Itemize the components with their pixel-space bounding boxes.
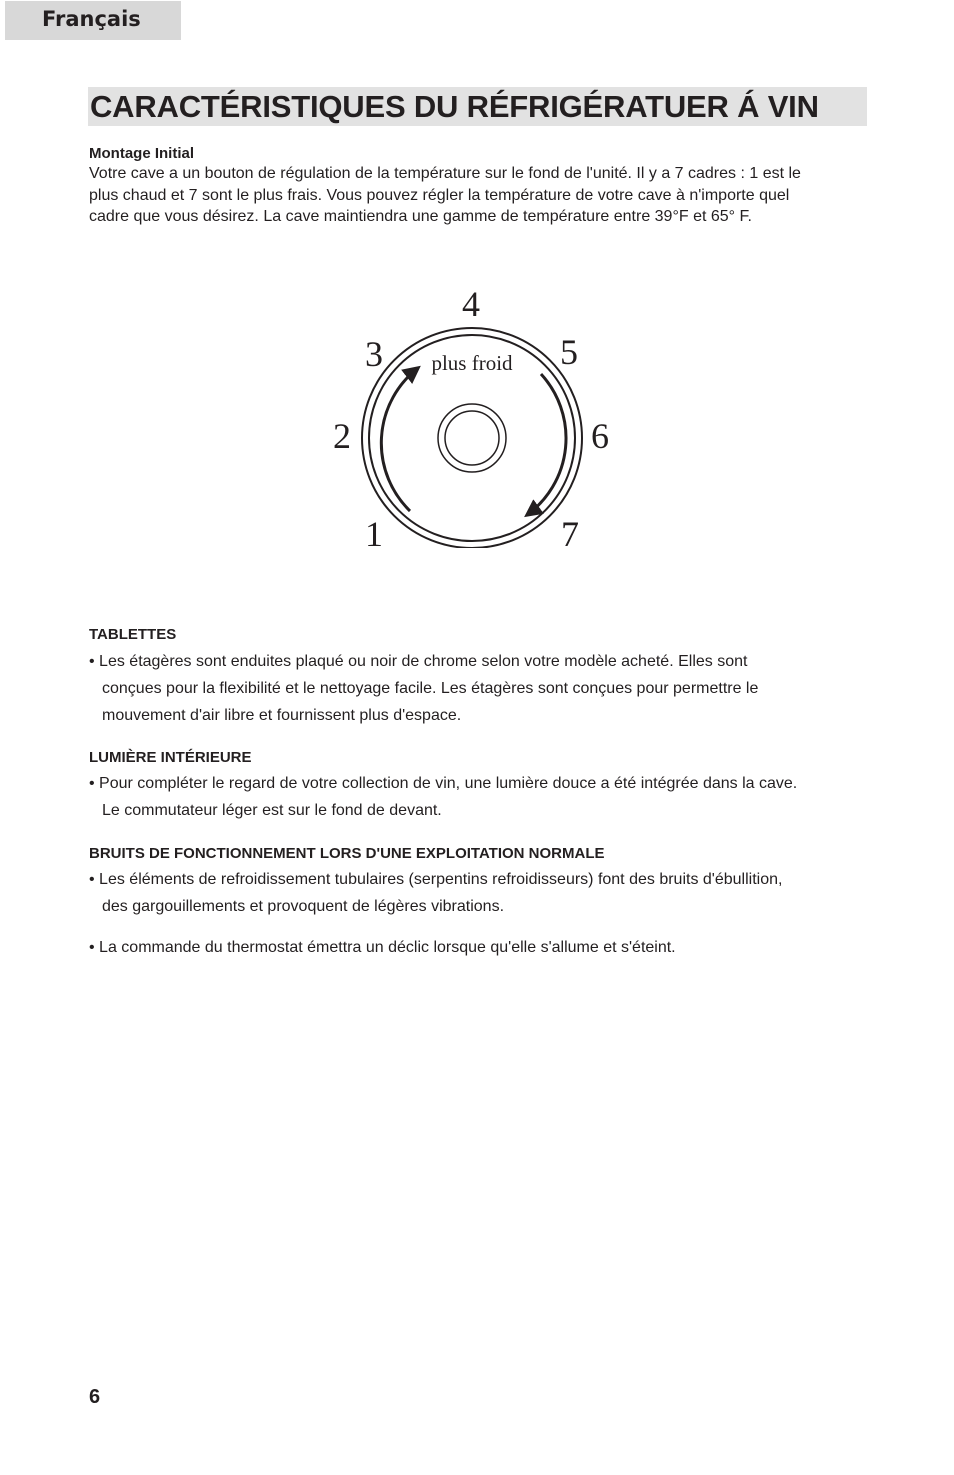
arrow-top-to-cold [527,374,566,515]
dial-number-7: 7 [561,514,579,554]
dial-number-4: 4 [462,284,480,324]
interior-light-heading: LUMIÈRE INTÉRIEURE [89,749,252,766]
interior-light-bullet [89,770,879,824]
noises-bullet-2 [89,934,879,961]
shelves-bullet-line-2: conçues pour la flexibilité et le nettoyage facile. Les étagères sont conçues pour permettre le [102,680,759,697]
page-number: 6 [89,1386,101,1408]
noises-bullet-1 [89,866,879,920]
interior-light-line-1: • Pour compléter le regard de votre collection de vin, une lumière douce a été intégrée dans la cave. [89,775,798,792]
dial-number-2: 2 [333,416,351,456]
dial-label: plus froid [431,351,513,375]
noises-bullet-1-line-2: des gargouillements et provoquent de légères vibrations. [102,898,505,915]
language-tab [5,1,181,40]
dial-number-6: 6 [591,416,609,456]
noises-heading: BRUITS DE FONCTIONNEMENT LORS D'UNE EXPLOITATION NORMALE [89,845,605,862]
dial-number-5: 5 [560,332,578,372]
language-label: Français [42,7,141,31]
interior-light-section [89,748,879,824]
noises-bullet-1-line-1: • Les éléments de refroidissement tubulaires (serpentins refroidisseurs) font des bruits d'ébullition, [89,871,783,888]
initial-setup-heading: Montage Initial [89,145,194,162]
section-title-bar [88,87,867,126]
dial-number-1: 1 [365,514,383,554]
shelves-heading: TABLETTES [89,626,177,643]
arrow-warm-to-top [381,368,418,511]
initial-setup-line-1: Votre cave a un bouton de régulation de la température sur le fond de l'unité. Il y a 7 cadres : 1 est le [89,165,801,182]
noises-section [89,844,879,961]
shelves-section [89,625,879,729]
shelves-bullet-line-1: • Les étagères sont enduites plaqué ou noir de chrome selon votre modèle acheté. Elles sont [89,653,748,670]
page-title: CARACTÉRISTIQUES DU RÉFRIGÉRATUER Á VIN [90,89,819,124]
shelves-bullet-line-3: mouvement d'air libre et fournissent plus d'espace. [102,707,462,724]
initial-setup-line-2: plus chaud et 7 sont le plus frais. Vous pouvez régler la température de votre cave à n'importe quel [89,186,790,204]
noises-bullet-2-line-1: • La commande du thermostat émettra un déclic lorsque qu'elle s'allume et s'éteint. [89,939,676,956]
initial-setup-line-3: cadre que vous désirez. La cave maintiendra une gamme de température entre 39°F et 65° F. [89,208,752,225]
temperature-dial-diagram [320,280,630,570]
dial-knob-outer [438,404,506,472]
dial-knob-inner [445,411,499,465]
dial-number-3: 3 [365,334,383,374]
initial-setup-section [89,144,879,228]
interior-light-line-2: Le commutateur léger est sur le fond de devant. [102,802,442,819]
shelves-bullet [89,648,879,729]
